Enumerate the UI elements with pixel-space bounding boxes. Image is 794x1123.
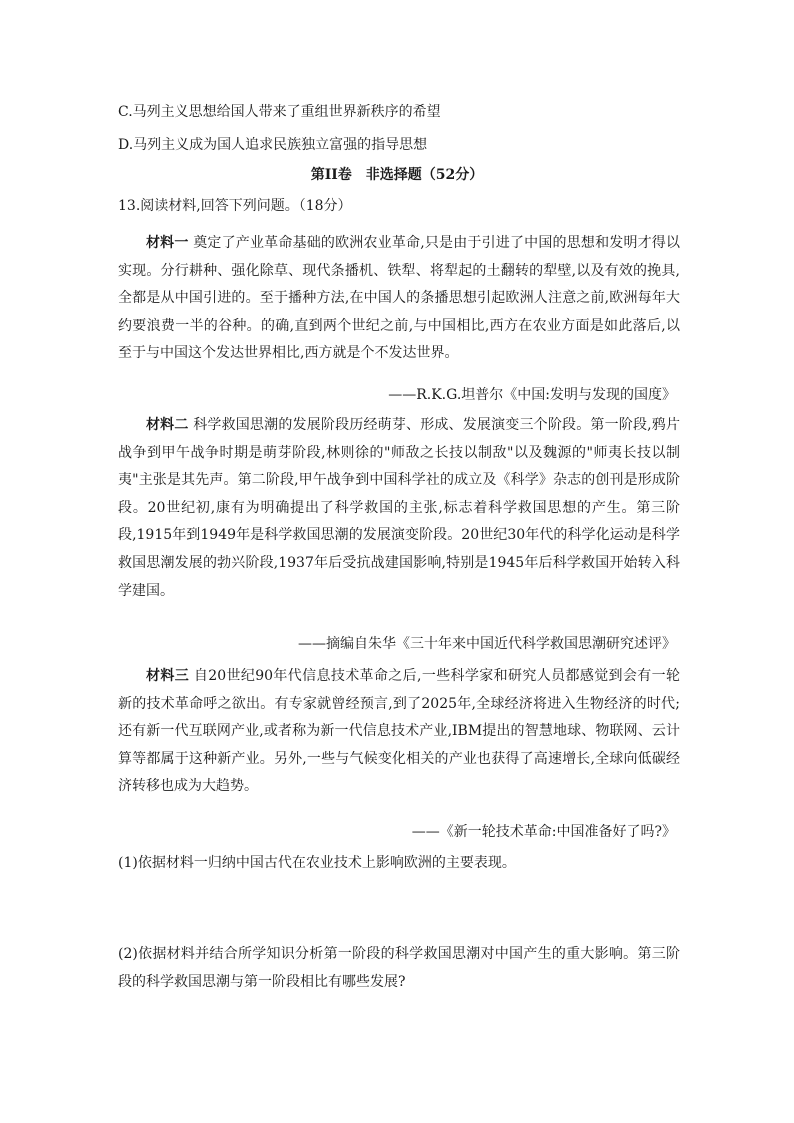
material-2 bbox=[118, 412, 680, 605]
material-1-source: ——R.K.G.坦普尔《中国:发明与发现的国度》 bbox=[388, 387, 676, 403]
question-stem: 13.阅读材料,回答下列问题。（18分） bbox=[118, 198, 352, 214]
material-2-source: ——摘编自朱华《三十年来中国近代科学救国思潮研究述评》 bbox=[298, 636, 676, 652]
material-2-text: 科学救国思潮的发展阶段历经萌芽、形成、发展演变三个阶段。第一阶段,鸦片战争到甲午战争时期是萌芽阶段,林则徐的"师敌之长技以制敌"以及魏源的"师夷长技以制夷"主张是其先声。第二阶段,甲午战争到中国科学社的成立及《科学》杂志的创刊是形成阶段。20世纪初,康有为明确提出了科学救国的主张,标志着科学救国思想的产生。第三阶段,1915年到1949年是科学救国思潮的发展演变阶段。20世纪30年代的科学化运动是科学救国思潮发展的勃兴阶段,1937年后受抗战建国影响,特别是1945年后科学救国开始转入科学建国。 bbox=[118, 417, 680, 599]
material-1-label: 材料一 bbox=[146, 235, 189, 251]
sub-question-2: (2)依据材料并结合所学知识分析第一阶段的科学救国思潮对中国产生的重大影响。第三阶段的科学救国思潮与第一阶段相比有哪些发展? bbox=[118, 946, 680, 990]
material-1 bbox=[118, 230, 680, 368]
option-c: C.马列主义思想给国人带来了重组世界新秩序的希望 bbox=[118, 104, 441, 120]
material-3-source: ——《新一轮技术革命:中国准备好了吗?》 bbox=[411, 824, 676, 840]
option-d: D.马列主义成为国人追求民族独立富强的指导思想 bbox=[118, 137, 428, 153]
material-3 bbox=[118, 663, 680, 801]
material-2-label: 材料二 bbox=[146, 417, 189, 433]
material-3-label: 材料三 bbox=[146, 668, 190, 684]
section-title: 第II卷 非选择题（52分） bbox=[310, 167, 484, 183]
material-1-text: 奠定了产业革命基础的欧洲农业革命,只是由于引进了中国的思想和发明才得以实现。分行耕种、强化除草、现代条播机、铁犁、将犁起的土翻转的犁壁,以及有效的挽具,全都是从中国引进的。至于播种方法,在中国人的条播思想引起欧洲人注意之前,欧洲每年大约要浪费一半的谷种。的确,直到两个世纪之前,与中国相比,西方在农业方面是如此落后,以至于与中国这个发达世界相比,西方就是个不发达世界。 bbox=[118, 235, 680, 362]
sub-question-1: (1)依据材料一归纳中国古代在农业技术上影响欧洲的主要表现。 bbox=[118, 855, 516, 871]
material-3-text: 自20世纪90年代信息技术革命之后,一些科学家和研究人员都感觉到会有一轮新的技术革命呼之欲出。有专家就曾经预言,到了2025年,全球经济将进入生物经济的时代;还有新一代互联网产业,或者称为新一代信息技术产业,IBM提出的智慧地球、物联网、云计算等都属于这种新产业。另外,一些与气候变化相关的产业也获得了高速增长,全球向低碳经济转移也成为大趋势。 bbox=[118, 668, 681, 795]
